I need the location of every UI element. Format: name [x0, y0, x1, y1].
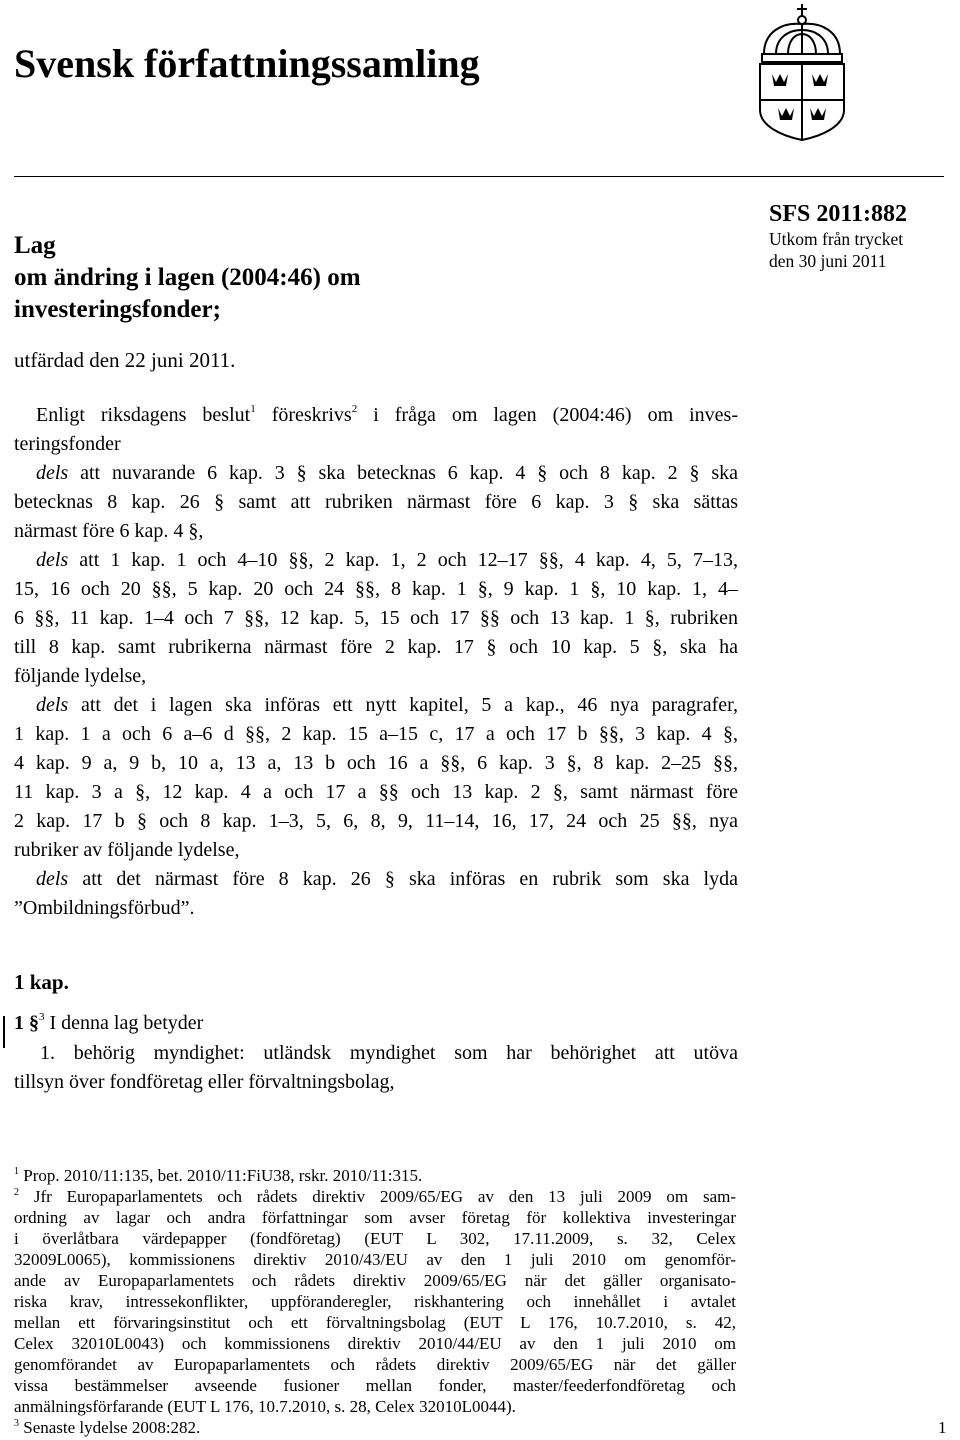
paragraph-number: 1 § — [14, 1012, 39, 1034]
dels-word: dels — [36, 694, 69, 716]
preamble-line: Enligt riksdagens beslut$^1$ föreskrivs$^2$ i fråga om lagen (2004:46) om inves- — [36, 403, 738, 426]
dels-line: dels att nuvarande 6 kap. 3 § ska betecknas 6 kap. 4 § och 8 kap. 2 § ska — [36, 462, 738, 484]
body-line: 11 kap. 3 a §, 12 kap. 4 a och 17 a §§ och 13 kap. 2 §, samt närmast före — [14, 781, 738, 803]
dels-word: dels — [36, 549, 69, 571]
sfs-info — [769, 200, 954, 272]
footnote-line: ande av Europaparlamentets och rådets direktiv 2009/65/EG när det gäller organisato- — [14, 1271, 736, 1290]
footnote-line: i överlåtbara värdepapper (fondföretag) (EUT L 302, 17.11.2009, s. 32, Celex — [14, 1229, 736, 1248]
body-line: 2 kap. 17 b § och 8 kap. 1–3, 5, 6, 8, 9, 11–14, 16, 17, 24 och 25 §§, nya — [14, 810, 738, 832]
body-line: följande lydelse, — [14, 665, 147, 687]
footnote-line: anmälningsförfarande (EUT L 176, 10.7.2010, s. 28, Celex 32010L0044). — [14, 1397, 516, 1416]
body-line: betecknas 8 kap. 26 § samt att rubriken närmast före 6 kap. 3 § ska sättas — [14, 491, 738, 513]
body-line: närmast före 6 kap. 4 §, — [14, 520, 204, 542]
sfs-number: SFS 2011:882 — [769, 201, 908, 227]
body-line: 1 kap. 1 a och 6 a–6 d §§, 2 kap. 15 a–15 c, 17 a och 17 b §§, 3 kap. 4 §, — [14, 723, 738, 745]
footnote-2: $^2$ Jfr Europaparlamentets och rådets direktiv 2009/65/EG av den 13 juli 2009 om sam- — [14, 1187, 736, 1206]
dels-word: dels — [36, 462, 69, 484]
dels-line: dels att det närmast före 8 kap. 26 § ska införas en rubrik som ska lyda — [36, 868, 738, 890]
footnote-1: $^1$ Prop. 2010/11:135, bet. 2010/11:FiU38, rskr. 2010/11:315. — [14, 1166, 423, 1185]
footnote-line: genomförandet av Europaparlamentets och rådets direktiv 2009/65/EG när det gäller — [14, 1355, 736, 1374]
footnote-ref: 3 — [39, 1011, 45, 1023]
body-line: 15, 16 och 20 §§, 5 kap. 20 och 24 §§, 8 kap. 1 §, 9 kap. 1 §, 10 kap. 1, 4– — [14, 578, 738, 600]
definition-line: tillsyn över fondföretag eller förvaltningsbolag, — [14, 1071, 395, 1093]
footnote-ref: 2 — [351, 403, 358, 415]
published-date: den 30 juni 2011 — [769, 251, 887, 271]
journal-title: Svensk författningssamling — [14, 41, 480, 86]
footnote-line: 32009L0065), kommissionens direktiv 2010/43/EU av den 1 juli 2010 om genomför- — [14, 1250, 736, 1269]
footnote-line: ordning av lagar och andra författningar som avser företag för kollektiva investeringar — [14, 1208, 736, 1227]
body-line: 4 kap. 9 a, 9 b, 10 a, 13 a, 13 b och 16 a §§, 6 kap. 3 §, 8 kap. 2–25 §§, — [14, 752, 738, 774]
change-bar — [3, 1016, 5, 1048]
issued-date: utfärdad den 22 juni 2011. — [14, 348, 236, 372]
header-divider — [14, 176, 944, 177]
dels-line: dels att det i lagen ska införas ett nytt kapitel, 5 a kap., 46 nya paragrafer, — [36, 694, 738, 716]
definition-line: 1. behörig myndighet: utländsk myndighet som har behörighet att utöva — [40, 1042, 738, 1064]
body-line: rubriker av följande lydelse, — [14, 839, 240, 861]
published-line: Utkom från trycket — [769, 229, 904, 249]
body-line: 6 §§, 11 kap. 1–4 och 7 §§, 12 kap. 5, 15 och 17 §§ och 13 kap. 1 §, rubriken — [14, 607, 738, 629]
page-number: 1 — [938, 1418, 947, 1437]
body-line: ”Ombildningsförbud”. — [14, 897, 195, 919]
footnote-ref: 1 — [250, 403, 256, 415]
footnote-line: riska krav, intressekonflikter, uppföranderegler, riskhantering och innehållet i avtalet — [14, 1292, 736, 1311]
footnote-line: mellan ett förvaringsinstitut och ett förvaltningsbolag (EUT L 176, 10.7.2010, s. 42, — [14, 1313, 736, 1332]
law-title — [14, 230, 534, 326]
law-title-line: om ändring i lagen (2004:46) om — [14, 264, 361, 291]
footnote-3: $^3$ Senaste lydelse 2008:282. — [14, 1418, 201, 1437]
body-line: till 8 kap. samt rubrikerna närmast före 2 kap. 17 § och 10 kap. 5 §, ska ha — [14, 636, 738, 658]
dels-line: dels att 1 kap. 1 och 4–10 §§, 2 kap. 1, 2 och 12–17 §§, 4 kap. 4, 5, 7–13, — [36, 549, 738, 571]
dels-word: dels — [36, 868, 69, 890]
footnote-line: vissa bestämmelser avseende fusioner mellan fonder, master/feederfondföretag och — [14, 1376, 736, 1395]
law-title-line: Lag — [14, 232, 56, 259]
law-title-line: investeringsfonder; — [14, 296, 221, 323]
chapter-heading: 1 kap. — [14, 970, 69, 994]
paragraph-heading: 1 §$^3$ I denna lag betyder — [14, 1011, 204, 1034]
coat-of-arms-logo — [752, 2, 852, 142]
preamble-line: teringsfonder — [14, 433, 121, 455]
footnote-line: Celex 32010L0043) och kommissionens direktiv 2010/44/EU av den 1 juli 2010 om — [14, 1334, 736, 1353]
